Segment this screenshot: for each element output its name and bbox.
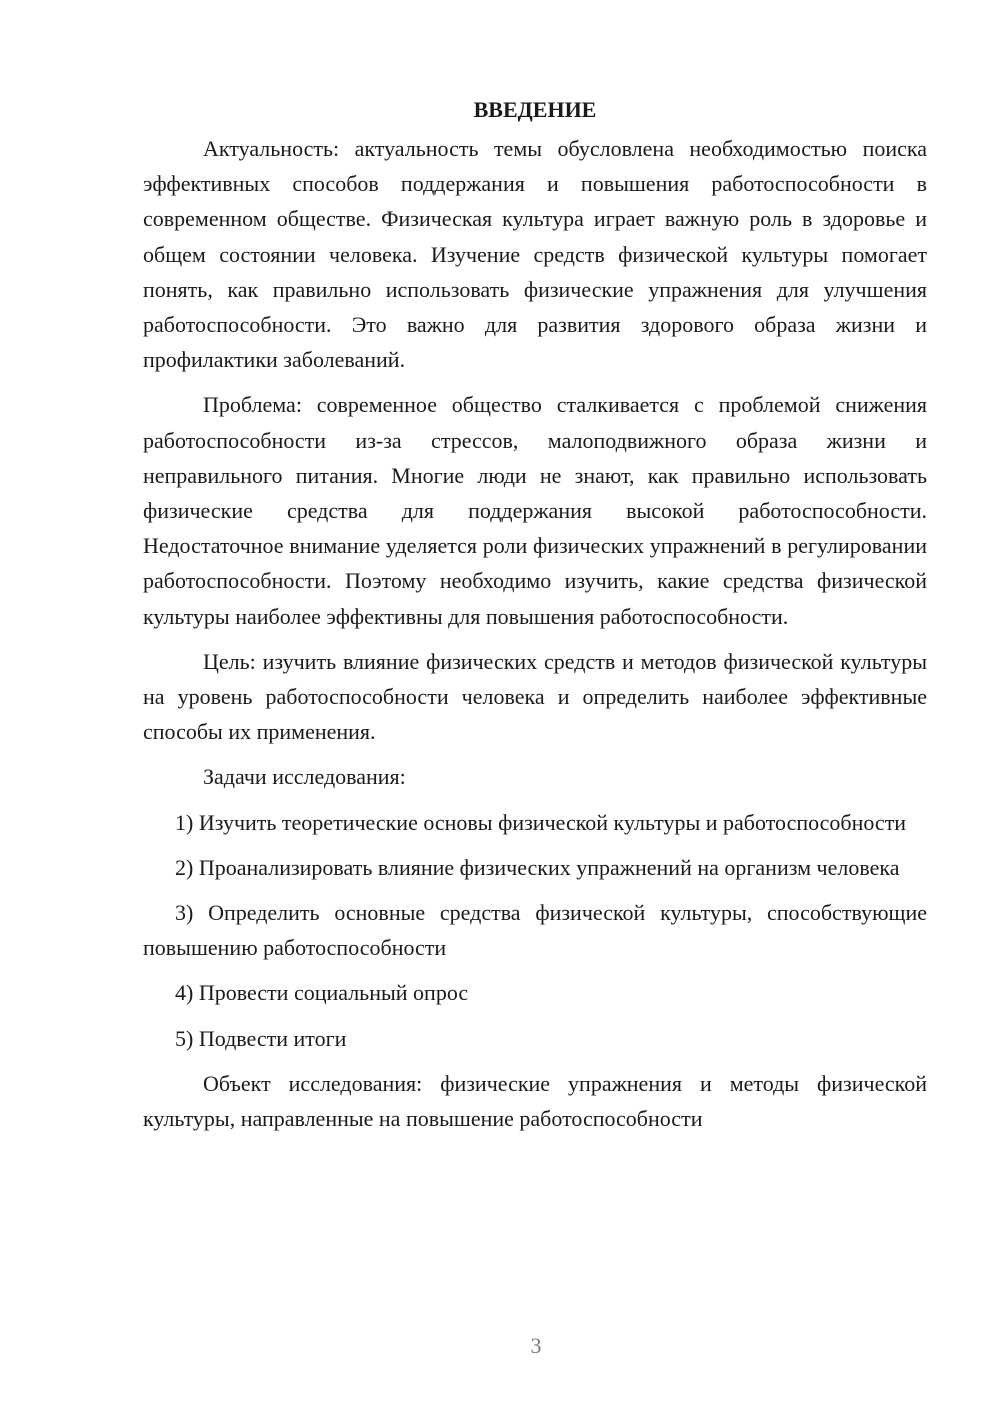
paragraph-goal: Цель: изучить влияние физических средств и методов физической культуры на уровень работоспособности человека и определить наиболее эффективные способы их применения. [143,648,927,745]
task-item-5: 5) Подвести итоги [175,1025,347,1051]
paragraph-relevance: Актуальность: актуальность темы обусловлена необходимостью поиска эффективных способов поддержания и повышения работоспособности в современном обществе. Физическая культура играет важную роль в здоровье и общем состоянии человека. Изучение средств физической культуры помогает понять, как правильно использовать физические упражнения для улучшения работоспособности. Это важно для развития здорового образа жизни и профилактики заболеваний. [143,136,927,373]
document-page [143,92,927,1146]
task-item-1: 1) Изучить теоретические основы физической культуры и работоспособности [175,809,907,835]
task-item-3: 3) Определить основные средства физической культуры, способствующие повышению работоспособности [143,900,927,961]
section-heading: ВВЕДЕНИЕ [473,97,597,122]
paragraph-problem: Проблема: современное общество сталкивается с проблемой снижения работоспособности из-за стрессов, малоподвижного образа жизни и неправильного питания. Многие люди не знают, как правильно использовать физические средства для поддержания высокой работоспособности. Недостаточное внимание уделяется роли физических упражнений в регулировании работоспособности. Поэтому необходимо изучить, какие средства физической культуры наиболее эффективны для повышения работоспособности. [143,392,927,629]
paragraph-object: Объект исследования: физические упражнения и методы физической культуры, направленные на повышение работоспособности [143,1070,927,1132]
tasks-title: Задачи исследования: [203,764,406,790]
page-number: 3 [530,1333,542,1358]
task-item-4: 4) Провести социальный опрос [175,980,469,1006]
task-item-2: 2) Проанализировать влияние физических упражнений на организм человека [175,854,900,880]
